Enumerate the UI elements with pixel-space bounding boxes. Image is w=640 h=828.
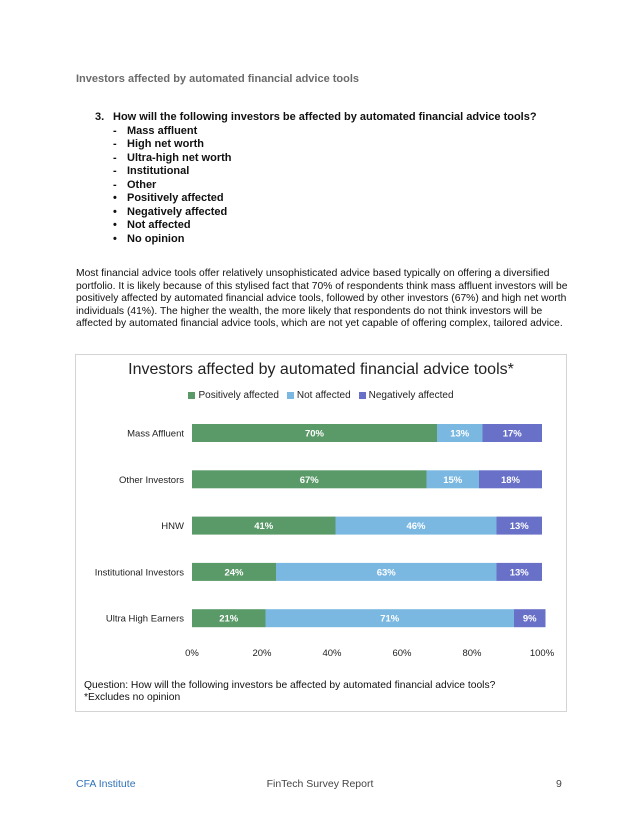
legend-item-negatively-affected: Negatively affected bbox=[359, 390, 454, 401]
data-label-positively-affected-ultra-high-earners: 21% bbox=[219, 613, 239, 625]
caption-question: Question: How will the following investors be affected by automated financial advice tools? bbox=[84, 680, 496, 691]
chart-caption bbox=[84, 680, 495, 705]
category-label-mass-affluent: Mass Affluent bbox=[127, 428, 184, 440]
category-label-ultra-high-earners: Ultra High Earners bbox=[105, 613, 184, 625]
legend-item-not-affected: Not affected bbox=[287, 390, 351, 401]
data-label-not-affected-hnw: 46% bbox=[406, 521, 426, 533]
bullet-item: • No opinion bbox=[113, 232, 185, 245]
data-label-negatively-affected-ultra-high-earners: 9% bbox=[522, 613, 537, 625]
chart-container bbox=[75, 354, 567, 712]
x-tick-label: 60% bbox=[392, 648, 412, 659]
category-label-other-investors: Other Investors bbox=[119, 474, 184, 486]
data-label-positively-affected-hnw: 41% bbox=[254, 521, 274, 533]
legend-item-positively-affected: Positively affected bbox=[188, 390, 278, 401]
x-tick-label: 40% bbox=[322, 648, 342, 659]
data-label-not-affected-other-investors: 15% bbox=[443, 474, 463, 486]
data-label-negatively-affected-institutional-investors: 13% bbox=[509, 567, 529, 579]
category-label-institutional-investors: Institutional Investors bbox=[94, 567, 184, 579]
caption-note: *Excludes no opinion bbox=[84, 692, 181, 704]
bar-chart-plot bbox=[76, 355, 566, 675]
chart-title: Investors affected by automated financial advice tools* bbox=[128, 361, 514, 378]
dash-item: - Mass affluent bbox=[113, 124, 198, 137]
question-line bbox=[95, 111, 537, 125]
answer-options bbox=[95, 125, 537, 247]
question-number: 3. bbox=[95, 111, 105, 123]
survey-question bbox=[95, 111, 537, 246]
footer-organization: CFA Institute bbox=[76, 778, 136, 790]
dash-item: - High net worth bbox=[113, 138, 204, 150]
x-tick-label: 80% bbox=[462, 648, 482, 659]
footer-report-title: FinTech Survey Report bbox=[266, 778, 374, 790]
bullet-item: • Positively affected bbox=[113, 192, 224, 204]
data-label-positively-affected-mass-affluent: 70% bbox=[304, 428, 325, 440]
data-label-not-affected-mass-affluent: 13% bbox=[450, 428, 470, 440]
x-tick-label: 0% bbox=[185, 648, 199, 659]
bullet-item: • Negatively affected bbox=[113, 205, 228, 218]
category-label-hnw: HNW bbox=[161, 521, 184, 533]
section-title: Investors affected by automated financial advice tools bbox=[76, 73, 360, 85]
footer-page-number: 9 bbox=[556, 778, 562, 790]
data-label-positively-affected-institutional-investors: 24% bbox=[224, 567, 244, 579]
dash-item: - Ultra-high net worth bbox=[113, 151, 232, 164]
x-tick-label: 20% bbox=[252, 648, 272, 659]
dash-item: - Institutional bbox=[113, 165, 190, 177]
data-label-positively-affected-other-investors: 67% bbox=[299, 474, 319, 486]
dash-item: - Other bbox=[113, 178, 157, 191]
question-text: How will the following investors be affected by automated financial advice tools? bbox=[113, 111, 537, 123]
data-label-negatively-affected-hnw: 13% bbox=[509, 521, 529, 533]
x-tick-label: 100% bbox=[529, 648, 555, 659]
bullet-item: • Not affected bbox=[113, 219, 191, 231]
data-label-not-affected-institutional-investors: 63% bbox=[376, 567, 396, 579]
body-paragraph: Most financial advice tools offer relatively unsophisticated advice based typically on offering a diversified portfolio. It is likely because of this stylised fact that 70% of respondents think mass affluent investors will be positively affected by automated financial advice tools, followed by other investors (67%) and high net worth individuals (41%). The higher the wealth, the more likely that respondents do not think investors will be affected by automated financial advice tools, which are not yet capable of offering complex, tailored advice. bbox=[76, 268, 568, 330]
data-label-negatively-affected-other-investors: 18% bbox=[500, 474, 521, 486]
data-label-negatively-affected-mass-affluent: 17% bbox=[502, 428, 522, 440]
data-label-not-affected-ultra-high-earners: 71% bbox=[380, 613, 400, 625]
